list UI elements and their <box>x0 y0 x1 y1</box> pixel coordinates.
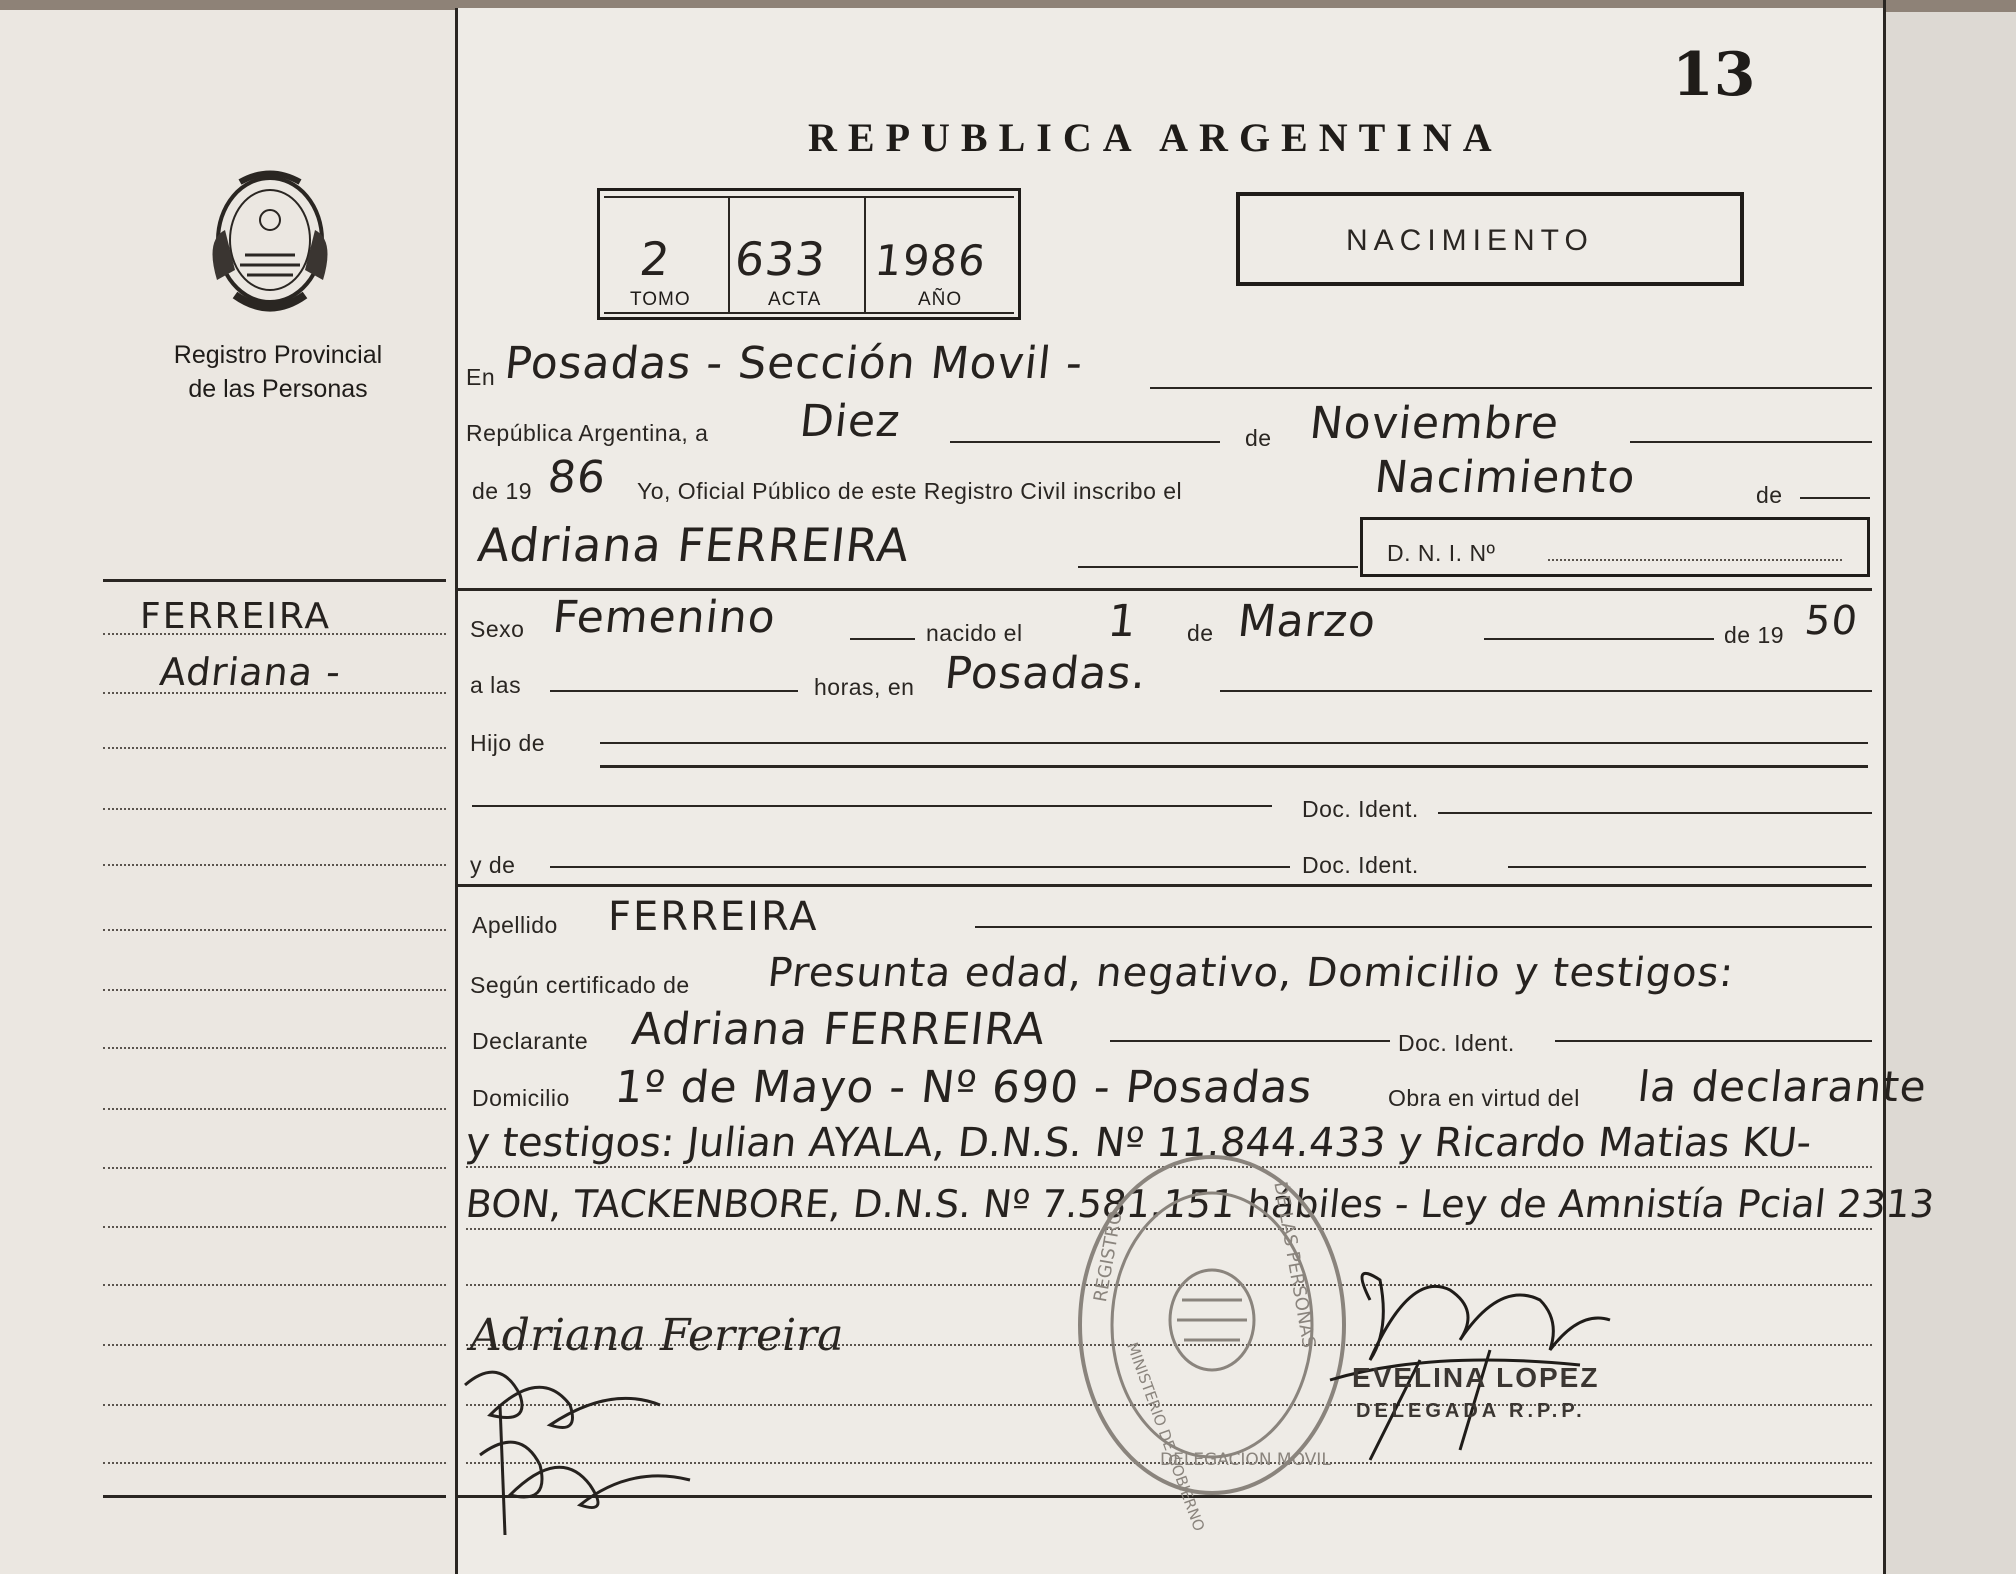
fill-line <box>1150 387 1872 389</box>
label-doc-ident-3: Doc. Ident. <box>1398 1030 1515 1056</box>
fill-line <box>850 638 915 640</box>
value-dia-acta: Diez <box>797 396 903 447</box>
margin-line <box>103 989 446 991</box>
sheet-right-border <box>1883 0 1886 1574</box>
country-title: REPUBLICA ARGENTINA <box>808 115 1503 160</box>
tomo-label: TOMO <box>630 289 691 310</box>
fill-line <box>550 690 798 692</box>
margin-line <box>103 747 446 749</box>
margin-line <box>103 1462 446 1464</box>
value-mes-acta: Noviembre <box>1307 398 1562 449</box>
section-rule <box>458 588 1872 591</box>
margin-line <box>103 692 446 694</box>
index-box-inner-rule <box>604 312 1014 314</box>
label-de-19-nac: de 19 <box>1724 622 1785 648</box>
label-domicilio: Domicilio <box>472 1085 570 1111</box>
value-anio-acta: 86 <box>545 452 609 503</box>
value-domicilio: 1º de Mayo - Nº 690 - Posadas <box>612 1062 1316 1113</box>
fill-line <box>1555 1040 1872 1042</box>
margin-line <box>103 1404 446 1406</box>
margin-line <box>103 1167 446 1169</box>
value-obra: la declarante <box>1635 1062 1930 1111</box>
dni-fill-line <box>1548 559 1842 561</box>
value-anio-nac: 50 <box>1802 598 1861 644</box>
value-nombre: Adriana FERREIRA <box>475 518 913 572</box>
fill-line <box>1220 690 1872 692</box>
label-de: de <box>1187 620 1214 646</box>
value-certificado: Presunta edad, negativo, Domicilio y testigos: <box>765 950 1737 996</box>
label-y-de: y de <box>470 852 516 878</box>
value-mes-nac: Marzo <box>1235 596 1379 647</box>
label-obra: Obra en virtud del <box>1388 1085 1580 1111</box>
margin-line <box>103 1226 446 1228</box>
section-rule <box>458 884 1872 887</box>
signature-declarante: Adriana Ferreira <box>470 1310 844 1361</box>
registry-line1: Registro Provincial <box>173 341 383 369</box>
value-testigos-2: BON, TACKENBORE, D.N.S. Nº 7.581.151 hábiles - Ley de Amnistía Pcial 2313 <box>463 1182 1937 1226</box>
value-sexo: Femenino <box>550 592 779 643</box>
label-doc-ident-2: Doc. Ident. <box>1302 852 1419 878</box>
value-lugar: Posadas - Sección Movil - <box>502 338 1086 389</box>
acta-label: ACTA <box>768 289 822 310</box>
fill-line <box>1800 497 1870 499</box>
label-en: En <box>466 364 496 390</box>
margin-bottom-rule <box>103 1495 446 1498</box>
label-doc-ident: Doc. Ident. <box>1302 796 1419 822</box>
fill-line <box>1508 866 1866 868</box>
margin-line <box>103 1108 446 1110</box>
fill-line <box>600 765 1868 768</box>
index-box-inner-rule <box>604 196 1014 198</box>
margin-line <box>103 864 446 866</box>
fill-line <box>600 742 1868 744</box>
label-declarante: Declarante <box>472 1028 589 1054</box>
margin-line <box>103 633 446 635</box>
acta-value: 633 <box>732 232 829 286</box>
stamp-ring-left: REGISTRO <box>1090 1209 1127 1304</box>
official-name: EVELINA LOPEZ <box>1352 1362 1600 1393</box>
label-de-19: de 19 <box>472 478 533 504</box>
fill-line <box>1110 1040 1390 1042</box>
misiones-seal-icon <box>195 160 345 320</box>
margin-top-rule <box>103 579 446 582</box>
tomo-value: 2 <box>637 232 674 286</box>
margin-line <box>103 1284 446 1286</box>
value-lugar-nac: Posadas. <box>942 648 1150 699</box>
value-dia-nac: 1 <box>1105 596 1140 647</box>
margin-line <box>103 808 446 810</box>
record-type: NACIMIENTO <box>1346 224 1594 257</box>
fill-line <box>1630 441 1872 443</box>
fill-line <box>975 926 1872 928</box>
index-divider <box>864 196 866 312</box>
value-apellido: FERREIRA <box>608 894 819 940</box>
margin-line <box>103 929 446 931</box>
fill-line <box>472 805 1272 807</box>
label-horas-en: horas, en <box>814 674 915 700</box>
label-oficial: Yo, Oficial Público de este Registro Civil inscribo el <box>637 478 1183 504</box>
margin-line <box>103 1047 446 1049</box>
label-hijo-de: Hijo de <box>470 730 546 756</box>
value-declarante: Adriana FERREIRA <box>629 1004 1048 1055</box>
stamp-bottom: DELEGACION MOVIL <box>1160 1450 1331 1470</box>
label-apellido: Apellido <box>472 912 558 938</box>
value-inscripcion: Nacimiento <box>1372 452 1639 503</box>
index-divider <box>728 196 730 312</box>
label-de: de <box>1756 482 1783 508</box>
label-de: de <box>1245 425 1272 451</box>
label-a-las: a las <box>470 672 522 698</box>
stamp-inner: MINISTERIO DE GOBIERNO <box>1123 1340 1209 1534</box>
label-dni: D. N. I. Nº <box>1387 540 1496 566</box>
label-segun: Según certificado de <box>470 972 690 998</box>
anio-value: 1986 <box>872 236 989 285</box>
fill-line <box>1078 566 1358 568</box>
registry-line2: de las Personas <box>188 375 368 403</box>
value-testigos-1: y testigos: Julian AYALA, D.N.S. Nº 11.844.433 y Ricardo Matias KU- <box>463 1120 1814 1166</box>
margin-given-name: Adriana - <box>157 650 344 694</box>
fill-line <box>1484 638 1714 640</box>
registry-name <box>128 338 428 406</box>
official-role: DELEGADA R.P.P. <box>1356 1400 1586 1422</box>
label-republica: República Argentina, a <box>466 420 709 446</box>
official-signature-icon <box>1310 1240 1630 1480</box>
fill-line <box>1438 812 1872 814</box>
margin-line <box>103 1344 446 1346</box>
witness-signatures-icon <box>460 1345 700 1545</box>
stamp-ring-right: DE LAS PERSONAS <box>1269 1180 1320 1350</box>
label-sexo: Sexo <box>470 616 525 642</box>
anio-label: AÑO <box>918 289 963 310</box>
margin-surname: FERREIRA <box>140 596 332 637</box>
label-nacido-el: nacido el <box>926 620 1023 646</box>
fill-line <box>950 441 1220 443</box>
page-number: 13 <box>1672 40 1756 110</box>
fill-line <box>550 866 1290 868</box>
